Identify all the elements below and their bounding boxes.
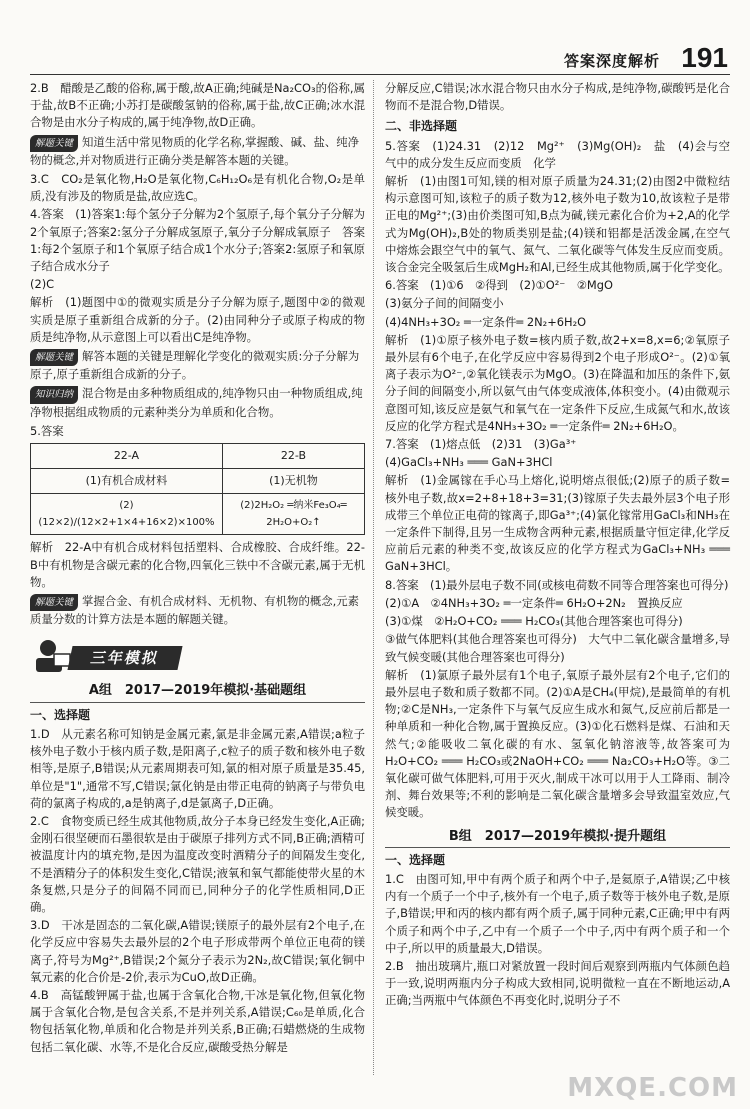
group-b-title: B组 2017—2019年模拟·提升题组 (448, 828, 667, 844)
header-rule (30, 74, 730, 75)
tip-tag: 知识归纳 (30, 386, 78, 403)
tip-text: 解答本题的关键是理解化学变化的微观实质:分子分解为原子,原子重新组合成新的分子。 (30, 349, 360, 382)
table-cell: (1)有机合成材料 (31, 469, 223, 494)
table-cell: (1)无机物 (222, 469, 364, 494)
paragraph: 1.C 由图可知,甲中有两个质子和两个中子,是氦原子,A错误;乙中核内有一个质子一个中子,核外有一个电子,质子数等于核外电子数,是原子,B错误;甲和丙的核内都有两个质子,属于同种元素,C正确;甲中有两个质子和两个中子,乙中有一个质子一个中子,丙中有两个质子和一个中子,所以甲的质量最大,D错误。 (385, 871, 730, 955)
tip-text: 知道生活中常见物质的化学名称,掌握酸、碱、盐、纯净物的概念,并对物质进行正确分类是解答本题的关键。 (30, 134, 360, 167)
paragraph: 4.B 高锰酸钾属于盐,也属于含氧化合物,干冰是氧化物,但氧化物属于含氧化合物,是包含关系,不是并列关系,A错误;C₆₀是单质,化合物包括氧化物,单质和化合物是并列关系,B正确;石蜡燃烧的生成物包括二氧化碳、水等,不是化合反应,碳酸受热分解是 (30, 987, 365, 1054)
paragraph: 2.C 食物变质已经生成其他物质,故分子本身已经发生变化,A正确;金刚石很坚硬而石墨很软是由于碳原子排列方式不同,B正确;酒精可被温度计内的填充物,是因为温度改变时酒精分子的间隔发生变化,不是酒精分子的体积发生变化,C错误;液氧和氧气都能使带火星的木条复燃,只是分子的间隔不同而已,同种分子的化学性质相同,D正确。 (30, 813, 365, 914)
table-header-b: 22-B (222, 444, 364, 469)
right-column (385, 80, 730, 1011)
paragraph: (4)GaCl₃+NH₃ ═══ GaN+3HCl (385, 455, 553, 470)
table-header-a: 22-A (31, 444, 223, 469)
paragraph: 解析 (1)题图中①的微观实质是分子分解为原子,题图中②的微观实质是原子重新组合成新的分子。(2)由同种分子或原子构成的物质是纯净物,从示意图上可以看出C是纯净物。 (30, 295, 365, 344)
paragraph: (3)①煤 ②H₂O+CO₂ ═══ H₂CO₃(其他合理答案也可得分) (385, 614, 683, 629)
tip-text: 掌握合金、有机合成材料、无机物、有机物的概念,元素质量分数的计算方法是本题的解题关键。 (30, 594, 360, 627)
paragraph: 4.答案 (1)答案1:每个氢分子分解为2个氢原子,每个氧分子分解为2个氧原子;答案2:氢分子分解成氢原子,氧分子分解成氧原子 答案1:每2个氢原子和1个氧原子结合成1个水分子;答案2:氢原子和氧原子结合成水分子 (30, 207, 365, 274)
paragraph: 7.答案 (1)熔点低 (2)31 (3)Ga³⁺ (385, 437, 577, 452)
column-divider (373, 80, 374, 1075)
three-year-banner (30, 636, 365, 676)
tip-note (30, 348, 365, 383)
section-title: 答案深度解析 (563, 52, 660, 70)
paragraph: 6.答案 (1)①6 ②得到 (2)①O²⁻ ②MgO (385, 278, 613, 293)
paragraph: 解析 (1)由图1可知,镁的相对原子质量为24.31;(2)由图2中微粒结构示意图可知,该粒子的质子数为12,核外电子数为10,故该粒子是带正电的Mg²⁺;(3)由价类图可知,B点为碱,镁元素化合价为+2,A的化学式为Mg(OH)₂,B处的物质类别是盐;(4)镁和铝都是活泼金属,在空气中熔炼会跟空气中的氧气、氮气、二氧化碳等气体发生反应而变质。该合金完全吸氢后生成MgH₂和Al,已经生成其他物质,属于化学变化。 (385, 174, 730, 275)
paragraph: 3.D 干冰是固态的二氧化碳,A错误;镁原子的最外层有2个电子,在化学反应中容易失去最外层的2个电子形成带两个单位正电荷的镁离子,符号为Mg²⁺,B错误;2个氮分子表示为2N₂,故C错误;氧化铜中氧元素的化合价是-2价,表示为CuO,故D正确。 (30, 918, 365, 984)
left-column (30, 80, 365, 1057)
paragraph: (2)C (30, 277, 55, 292)
paragraph: (2)①A ②4NH₃+3O₂ ═一定条件═ 6H₂O+2N₂ 置换反应 (385, 595, 683, 610)
answer-table (30, 443, 365, 535)
tip-tag: 解题关键 (30, 135, 78, 152)
tip-tag: 解题关键 (30, 594, 78, 611)
tip-note (30, 134, 365, 169)
paragraph: 解析 (1)氯原子最外层有1个电子,氧原子最外层有2个电子,它们的最外层电子数和质子数都不同。(2)①A是CH₄(甲烷),是最简单的有机物;②C是NH₃,一定条件下与氧气反应生成水和氮气,反应前后都是一种单质和一种化合物,属于置换反应。(3)①化石燃料是煤、石油和天然气;②能吸收二氧化碳的有水、氢氧化钠溶液等,故答案可为H₂O+CO₂ ═══ H₂CO₃或2NaOH+CO₂ ═══ Na₂CO₃+H₂O等。③二氧化碳可做气体肥料,可用于灭火,制成干冰可以用于人工降雨、制冷剂、舞台效果等;不利的影响是二氧化碳含量增多会导致温室效应,气候变暖。 (385, 667, 730, 820)
paragraph: 5.答案 (1)24.31 (2)12 Mg²⁺ (3)Mg(OH)₂ 盐 (4)会与空气中的成分发生反应而变质 化学 (385, 138, 730, 170)
paragraph: 8.答案 (1)最外层电子数不同(或核电荷数不同等合理答案也可得分) (385, 577, 729, 592)
paragraph: 3.C CO₂是氧化物,H₂O是氧化物,C₆H₁₂O₆是有机化合物,O₂是单质,没有涉及的物质是盐,故应选C。 (30, 172, 365, 204)
paragraph: ③做气体肥料(其他合理答案也可得分) 大气中二氧化碳含量增多,导致气候变暖(其他合理答案也可得分) (385, 632, 730, 664)
group-b-rule (385, 847, 730, 848)
paragraph: 分解反应,C错误;冰水混合物只由水分子构成,是纯净物,碳酸钙是化合物而不是混合物,D错误。 (385, 81, 730, 113)
tip-text: 混合物是由多种物质组成的,纯净物只由一种物质组成,纯净物根据组成物质的元素种类分为单质和化合物。 (30, 386, 363, 419)
paragraph: (3)氨分子间的间隔变小 (385, 296, 504, 311)
section-heading: 一、选择题 (385, 852, 446, 867)
paragraph: 解析 (1)①原子核外电子数=核内质子数,故2+x=8,x=6;②氧原子最外层有6个电子,在化学反应中容易得到2个电子形成O²⁻。(2)①氧离子表示为O²⁻,②氧化镁表示为MgO。(3)在降温和加压的条件下,氨分子间的间隔变小,所以氨气由气体变成液体,体积变小。(4)由微观示意图可知,该反应是氨气和氧气在一定条件下反应,生成氮气和水,故该反应的化学方程式是4NH₃+3O₂ ═一定条件═ 2N₂+6H₂O。 (385, 332, 730, 433)
section-heading: 二、非选择题 (385, 119, 458, 134)
paragraph: 2.B 醋酸是乙酸的俗称,属于酸,故A正确;纯碱是Na₂CO₃的俗称,属于盐,故B不正确;小苏打是碳酸氢钠的俗称,属于盐,故C正确;冰水混合物是由水分子构成的,属于纯净物,故D正确。 (30, 81, 365, 130)
paragraph: (4)4NH₃+3O₂ ═一定条件═ 2N₂+6H₂O (385, 314, 587, 329)
paragraph: 1.D 从元素名称可知钠是金属元素,氯是非金属元素,A错误;a粒子核外电子数小于核内质子数,是阳离子,c粒子的质子数和核外电子数相等,是原子,B错误;从元素周期表可知,氯的相对原子质量是35.45,单位是"1",通常不写,C错误;氯化钠是由带正电荷的钠离子与带负电荷的氯离子构成的,a是钠离子,d是氯离子,D正确。 (30, 726, 365, 810)
paragraph: 解析 (1)金属镓在手心马上熔化,说明熔点很低;(2)原子的质子数=核外电子数,故x=2+8+18+3=31;(3)镓原子失去最外层3个电子形成带三个单位正电荷的镓离子,即Ga³⁺;(4)氯化镓常用GaCl₃和NH₃在一定条件下制得,且另一生成物含两种元素,根据质量守恒定律,化学反应前后元素的种类不变,故该反应的化学方程式为GaCl₃+NH₃ ═══ GaN+3HCl。 (385, 473, 730, 574)
tip-note (30, 385, 365, 420)
student-reading-icon (30, 636, 74, 676)
group-a-title: A组 2017—2019年模拟·基础题组 (88, 683, 307, 699)
table-cell: (2)2H₂O₂ ═纳米Fe₃O₄═ 2H₂O+O₂↑ (222, 494, 364, 535)
tip-note (30, 593, 365, 628)
watermark-logo: MXQE.COM (567, 1073, 738, 1103)
banner-label: 三年模拟 (67, 646, 182, 670)
section-heading: 一、选择题 (30, 707, 91, 722)
table-cell: (2)(12×2)/(12×2+1×4+16×2)×100% (31, 494, 223, 535)
paragraph: 2.B 抽出玻璃片,瓶口对紧放置一段时间后观察到两瓶内气体颜色趋于一致,说明两瓶内分子构成大致相同,说明微粒一直在不断地运动,A正确;当两瓶中气体颜色不再变化时,说明分子不 (385, 958, 730, 1008)
page-number: 191 (681, 42, 728, 73)
page-header (0, 0, 750, 78)
group-a-rule (30, 702, 365, 703)
paragraph: 5.答案 (30, 423, 64, 438)
tip-tag: 解题关键 (30, 349, 78, 366)
paragraph: 解析 22-A中有机合成材料包括塑料、合成橡胶、合成纤维。22-B中有机物是含碳元素的化合物,四氧化三铁中不含碳元素,属于无机物。 (30, 540, 365, 589)
